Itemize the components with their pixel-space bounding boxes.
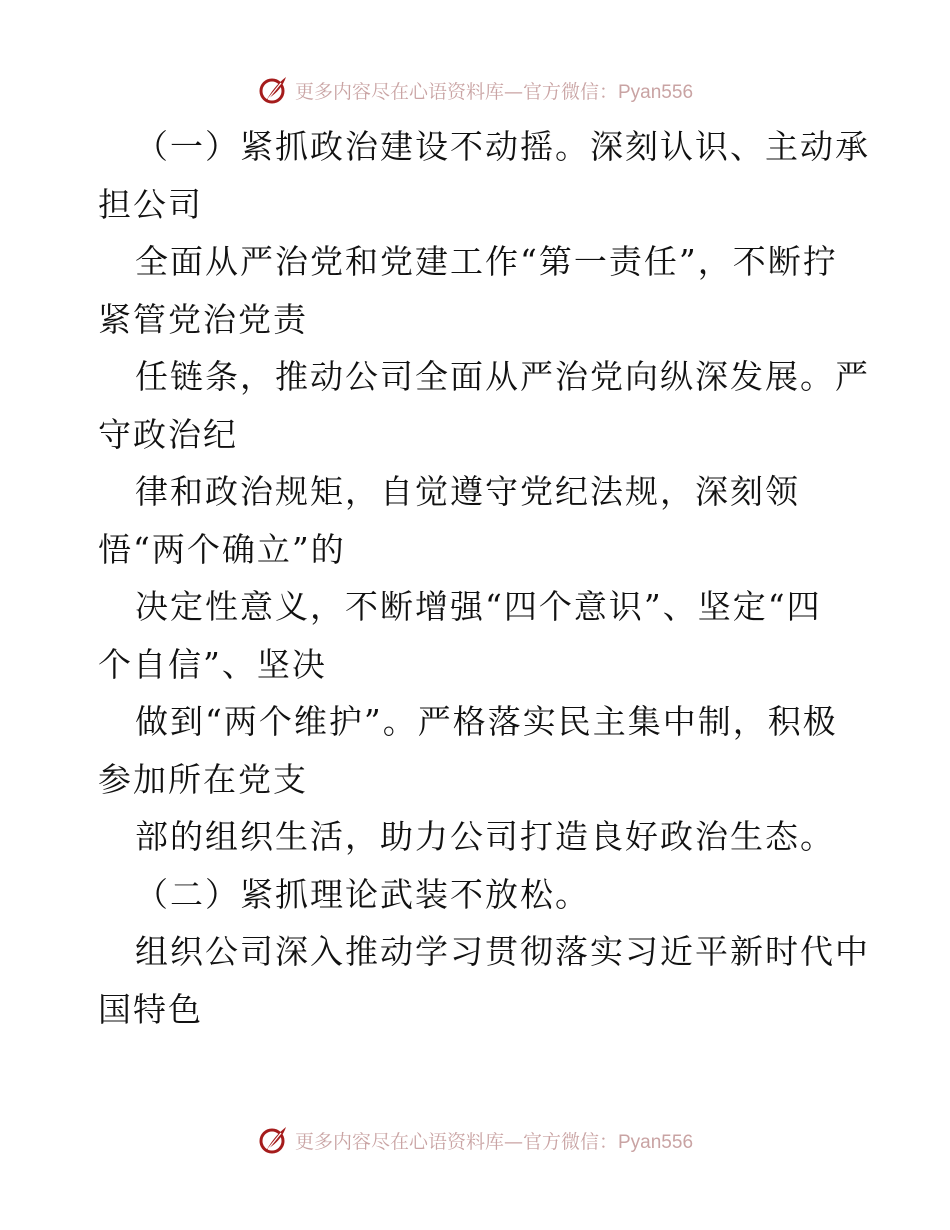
watermark-text: 更多内容尽在心语资料库—官方微信： xyxy=(294,80,618,103)
section-heading: （二）紧抓理论武装不放松。 xyxy=(135,874,590,914)
red-feather-logo-icon xyxy=(257,1124,289,1156)
body-line: 全面从严治党和党建工作“第一责任”，不断拧 xyxy=(135,242,838,281)
body-line: 做到“两个维护”。严格落实民主集中制，积极 xyxy=(135,702,838,741)
body-line: 任链条，推动公司全面从严治党向纵深发展。严 xyxy=(135,357,870,396)
watermark-wechat-id: Pyan556 xyxy=(618,1131,694,1153)
header-watermark xyxy=(0,70,950,110)
body-line: （一）紧抓政治建设不动摇。深刻认识、主动承 xyxy=(135,127,870,166)
body-line: 组织公司深入推动学习贯彻落实习近平新时代中 xyxy=(135,932,870,971)
body-line: 参加所在党支 xyxy=(98,759,308,799)
watermark-text: 更多内容尽在心语资料库—官方微信： xyxy=(294,1130,618,1153)
body-line: 部的组织生活，助力公司打造良好政治生态。 xyxy=(135,817,835,856)
body-line: 紧管党治党责 xyxy=(98,299,308,339)
body-line: 守政治纪 xyxy=(98,414,238,454)
red-feather-logo-icon xyxy=(257,74,289,106)
document-body xyxy=(98,118,870,1038)
body-line: 国特色 xyxy=(98,989,203,1029)
footer-watermark xyxy=(0,1120,950,1160)
body-line: 决定性意义，不断增强“四个意识”、坚定“四 xyxy=(135,587,822,626)
body-line: 担公司 xyxy=(98,184,203,224)
body-line: 悟“两个确立”的 xyxy=(98,529,346,569)
body-line: 律和政治规矩，自觉遵守党纪法规，深刻领 xyxy=(135,472,800,511)
body-line: 个自信”、坚决 xyxy=(98,644,327,684)
watermark-wechat-id: Pyan556 xyxy=(618,81,694,103)
